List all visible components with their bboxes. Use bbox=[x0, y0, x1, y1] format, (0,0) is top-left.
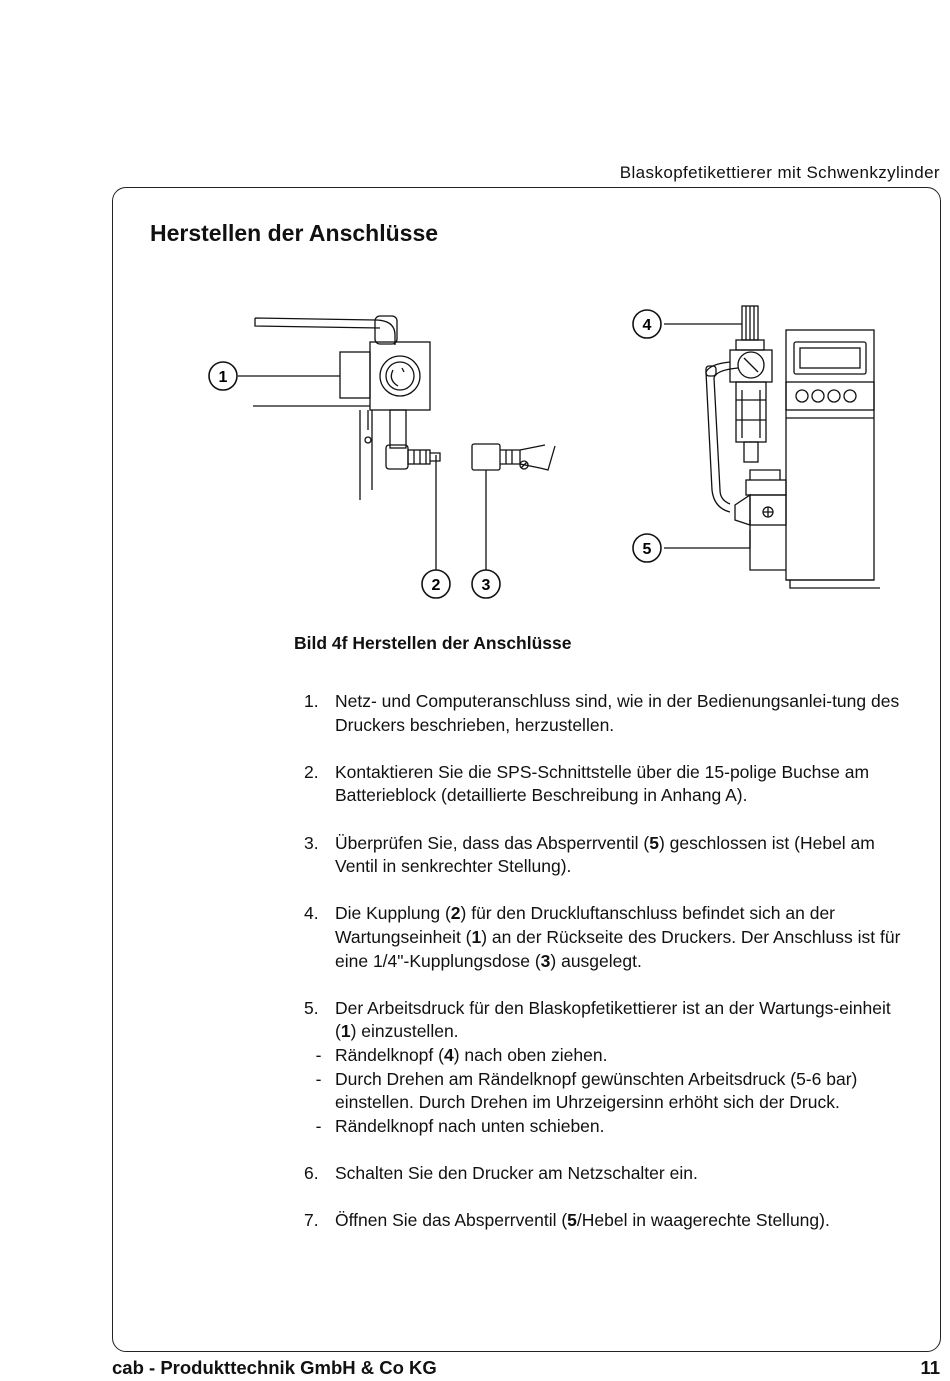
mounting-plate bbox=[340, 352, 370, 398]
sub-step: - Rändelknopf (4) nach oben ziehen. bbox=[315, 1044, 608, 1065]
step-item: 3. Überprüfen Sie, dass das Absperrventil (5) geschlossen ist (Hebel am Ventil in senkrechter Stellung). bbox=[304, 832, 875, 877]
step-item: 5. Der Arbeitsdruck für den Blaskopfetikettierer ist an der Wartungs-einheit (1) einzustellen. - Rändelknopf (4) nach oben ziehen. - Durch Drehen am Rändelknopf gewünschten Arbeitsdruck (5-6 bar) einstellen. Durch Drehen im Uhrzeigersinn erhöht sich der Druck. - Rändelknopf nach unten schieben. bbox=[300, 997, 915, 1139]
svg-text:3: 3 bbox=[481, 577, 491, 594]
callout-5 bbox=[633, 534, 661, 562]
sub-step: - Rändelknopf nach unten schieben. bbox=[315, 1115, 605, 1136]
air-pipe bbox=[255, 318, 395, 345]
maintenance-unit-body bbox=[370, 342, 430, 410]
coupling-2 bbox=[408, 450, 430, 464]
section-title: Herstellen der Anschlüsse bbox=[150, 220, 439, 246]
footer-company: cab - Produkttechnik GmbH & Co KG bbox=[112, 1357, 437, 1378]
callout-2 bbox=[422, 570, 450, 598]
connection-diagram bbox=[190, 290, 910, 610]
svg-text:5: 5 bbox=[642, 541, 652, 558]
sub-step: - Durch Drehen am Rändelknopf gewünschten Arbeitsdruck (5-6 bar) einstellen. Durch Drehen im Uhrzeigersinn erhöht sich der Druck. bbox=[315, 1068, 858, 1113]
step-item: 6. Schalten Sie den Drucker am Netzschalter ein. bbox=[304, 1162, 698, 1183]
coupling-socket-3 bbox=[472, 444, 500, 470]
figure-caption: Bild 4f Herstellen der Anschlüsse bbox=[294, 633, 572, 653]
callout-3 bbox=[472, 570, 500, 598]
callout-1 bbox=[209, 362, 237, 390]
callout-4 bbox=[633, 310, 661, 338]
instruction-list bbox=[300, 690, 915, 1256]
air-hose bbox=[706, 362, 730, 512]
step-item: 2. Kontaktieren Sie die SPS-Schnittstelle über die 15-polige Buchse am Batterieblock (detaillierte Beschreibung in Anhang A). bbox=[304, 761, 870, 806]
running-header: Blaskopfetikettierer mit Schwenkzylinder bbox=[619, 163, 940, 182]
svg-text:4: 4 bbox=[642, 317, 652, 334]
leader-5 bbox=[664, 520, 750, 548]
step-item: 4. Die Kupplung (2) für den Druckluftanschluss befindet sich an der Wartungseinheit (1) an der Rückseite des Druckers. Der Anschluss ist für eine 1/4"-Kupplungsdose (3) ausgelegt. bbox=[304, 903, 901, 971]
step-item: 7. Öffnen Sie das Absperrventil (5/Hebel in waagerechte Stellung). bbox=[304, 1210, 830, 1231]
printer-display bbox=[794, 342, 866, 374]
step-item: 1. Netz- und Computeranschluss sind, wie in der Bedienungsanlei-tung des Druckers beschrieben, herzustellen. bbox=[304, 691, 900, 735]
svg-text:1: 1 bbox=[218, 369, 228, 386]
page-number: 11 bbox=[920, 1357, 940, 1378]
svg-text:2: 2 bbox=[431, 577, 441, 594]
